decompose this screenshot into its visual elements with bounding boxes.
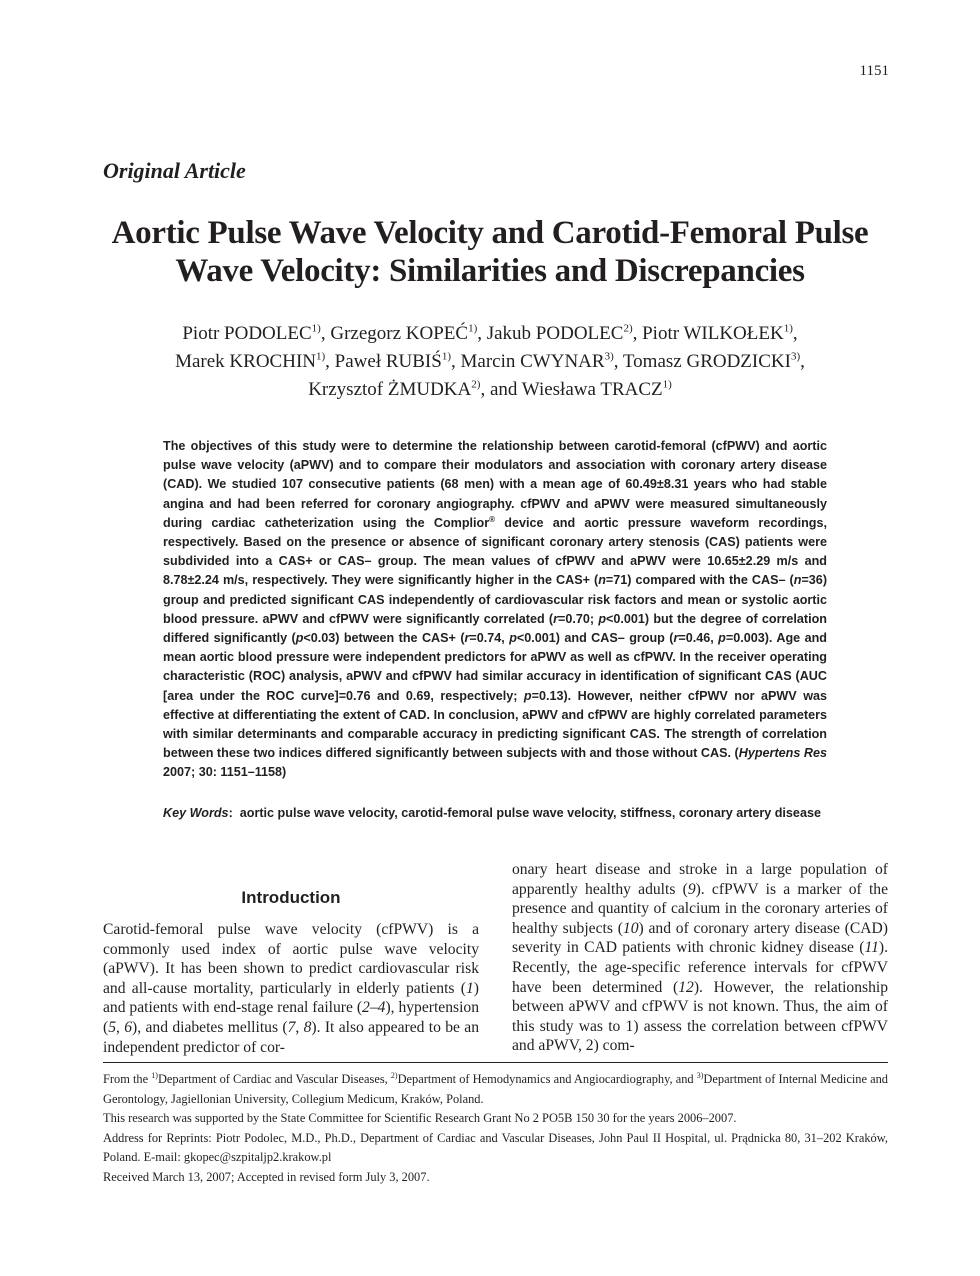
reference: 2–4	[362, 999, 386, 1017]
affiliation-mark: 1)	[316, 350, 326, 363]
affiliation-mark: 1)	[441, 350, 451, 363]
keywords-text: aortic pulse wave velocity, carotid-femoral pulse wave velocity, stiffness, coronary artery disease	[239, 806, 821, 820]
keywords-label: Key Words	[163, 806, 229, 820]
author-name: Tomasz GRODZICKI	[622, 351, 791, 372]
reference: 1	[466, 979, 474, 997]
author-name: Grzegorz KOPEĆ	[330, 323, 469, 344]
reference: 5	[108, 1018, 116, 1036]
author-name: Marcin CWYNAR	[460, 351, 605, 372]
affiliation-mark: 3)	[604, 350, 614, 363]
reference: 9	[687, 880, 696, 898]
author-separator: ,	[325, 351, 335, 372]
section-label: Original Article	[103, 158, 246, 183]
reference: 12	[678, 978, 694, 996]
affiliation-mark: 1)	[468, 322, 478, 335]
author-separator: ,	[792, 323, 798, 344]
affiliations-footnote: From the $^{1)}$Department of Cardiac and Vascular Diseases, $^{2)}$Department of Hemodynamics and Angiocardiography, and $^{3)}$Department of Internal Medicine and Gerontology, Jagiellonian University, Collegium Medicum, Kraków, Poland.	[103, 1070, 888, 1106]
affiliation-mark: 1)	[311, 322, 321, 335]
author-name: Marek KROCHIN	[175, 351, 316, 372]
author-separator: ,	[477, 323, 487, 344]
keywords: Key Words: aortic pulse wave velocity, carotid-femoral pulse wave velocity, stiffness, coronary artery disease	[163, 806, 821, 820]
reference: 11	[864, 939, 879, 957]
author-list	[130, 320, 850, 404]
article-title: Aortic Pulse Wave Velocity and Carotid-Femoral Pulse Wave Velocity: Similarities and Discrepancies	[111, 215, 869, 289]
abstract: The objectives of this study were to determine the relationship between carotid-femoral (cfPWV) and aortic pulse wave velocity (aPWV) and to compare their modulators and association with coronary artery disease (CAD). We studied 107 consecutive patients (68 men) with a mean age of 60.49±8.31 years who had stable angina and had been referred for coronary angiography. cfPWV and aPWV were measured simultaneously during cardiac catheterization using the Complior® device and aortic pressure waveform recordings, respectively. Based on the presence or absence of significant coronary artery stenosis (CAS) patients were subdivided into a CAS+ or CAS– group. The mean values of cfPWV and aPWV were 10.65±2.29 m/s and 8.78±2.24 m/s, respectively. They were significantly higher in the CAS+ (n=71) compared with the CAS– (n=36) group and predicted significant CAS independently of cardiovascular risk factors and mean or systolic aortic blood pressure. aPWV and cfPWV were significantly correlated (r=0.70; p<0.001) but the degree of correlation differed significantly (p<0.03) between the CAS+ (r=0.74, p<0.001) and CAS– group (r=0.46, p=0.003). Age and mean aortic blood pressure were independent predictors for aPWV as well as cfPWV. In the receiver operating characteristic (ROC) analysis, aPWV and cfPWV had similar accuracy in identification of significant CAS (AUC [area under the ROC curve]=0.76 and 0.69, respectively; p=0.13). However, neither cfPWV nor aPWV was effective at differentiating the extent of CAD. In conclusion, aPWV and cfPWV are highly correlated parameters with similar determinants and comparable accuracy in predicting significant CAS. The strength of correlation between these two indices differed significantly between subjects with and those without CAS. (Hypertens Res 2007; 30: 1151–1158)	[163, 439, 828, 780]
body-text-right-column: onary heart disease and stroke in a large population of apparently healthy adults (9). cfPWV is a marker of the presence and quantity of calcium in the coronary arteries of healthy subjects (10) and of coronary artery disease (CAD) severity in CAD patients with chronic kidney disease (11). Recently, the age-specific reference intervals for cfPWV have been determined (12). However, the relationship between aPWV and cfPWV is not known. Thus, the aim of this study was to 1) assess the correlation between cfPWV and aPWV, 2) com-	[512, 861, 889, 1055]
registered-mark: ®	[489, 514, 496, 524]
author-name: Piotr PODOLEC	[182, 323, 312, 344]
author-separator: , and	[480, 379, 522, 400]
affiliation-mark: 2)	[623, 322, 633, 335]
section-heading-introduction: Introduction	[241, 888, 341, 907]
author-name: Wiesława TRACZ	[521, 379, 663, 400]
author-separator: ,	[320, 323, 331, 344]
reference: 8	[303, 1018, 312, 1036]
author-separator: ,	[613, 351, 623, 372]
affiliation-mark: 2)	[471, 378, 481, 391]
address-footnote: Address for Reprints: Piotr Podolec, M.D., Ph.D., Department of Cardiac and Vascular Diseases, John Paul II Hospital, ul. Prądnicka 80, 31–202 Kraków, Poland. E-mail: gkopec@szpitaljp2.krakow.pl	[103, 1130, 888, 1164]
footnotes	[103, 1070, 888, 1187]
author-separator: ,	[800, 351, 805, 372]
reference: 6	[124, 1018, 133, 1036]
author-name: Piotr WILKOŁEK	[642, 323, 784, 344]
author-separator: ,	[632, 323, 643, 344]
affiliation-mark: 3)	[790, 350, 801, 363]
received-footnote: Received March 13, 2007; Accepted in revised form July 3, 2007.	[103, 1169, 430, 1184]
reference: 7	[287, 1018, 296, 1036]
affiliation-mark: 1)	[662, 378, 672, 391]
author-separator: ,	[451, 351, 461, 372]
author-name: Jakub PODOLEC	[486, 323, 624, 344]
affiliation-mark: 1)	[783, 322, 793, 335]
journal-name: Hypertens Res	[738, 746, 827, 761]
reference: 10	[622, 919, 639, 937]
page-number: 1151	[859, 63, 889, 79]
body-text-left-column: Carotid-femoral pulse wave velocity (cfPWV) is a commonly used index of aortic pulse wave velocity (aPWV). It has been shown to predict cardiovascular risk and all-cause mortality, particularly in elderly patients (1) and patients with end-stage renal failure (2–4), hypertension (5, 6), and diabetes mellitus (7, 8). It also appeared to be an independent predictor of cor-	[103, 921, 480, 1056]
author-name: Krzysztof ŻMUDKA	[308, 379, 472, 400]
funding-footnote: This research was supported by the State Committee for Scientific Research Grant No 2 PO5B 150 30 for the years 2006–2007.	[103, 1111, 737, 1125]
author-name: Paweł RUBIŚ	[334, 351, 442, 372]
footnote-divider	[103, 1062, 888, 1063]
